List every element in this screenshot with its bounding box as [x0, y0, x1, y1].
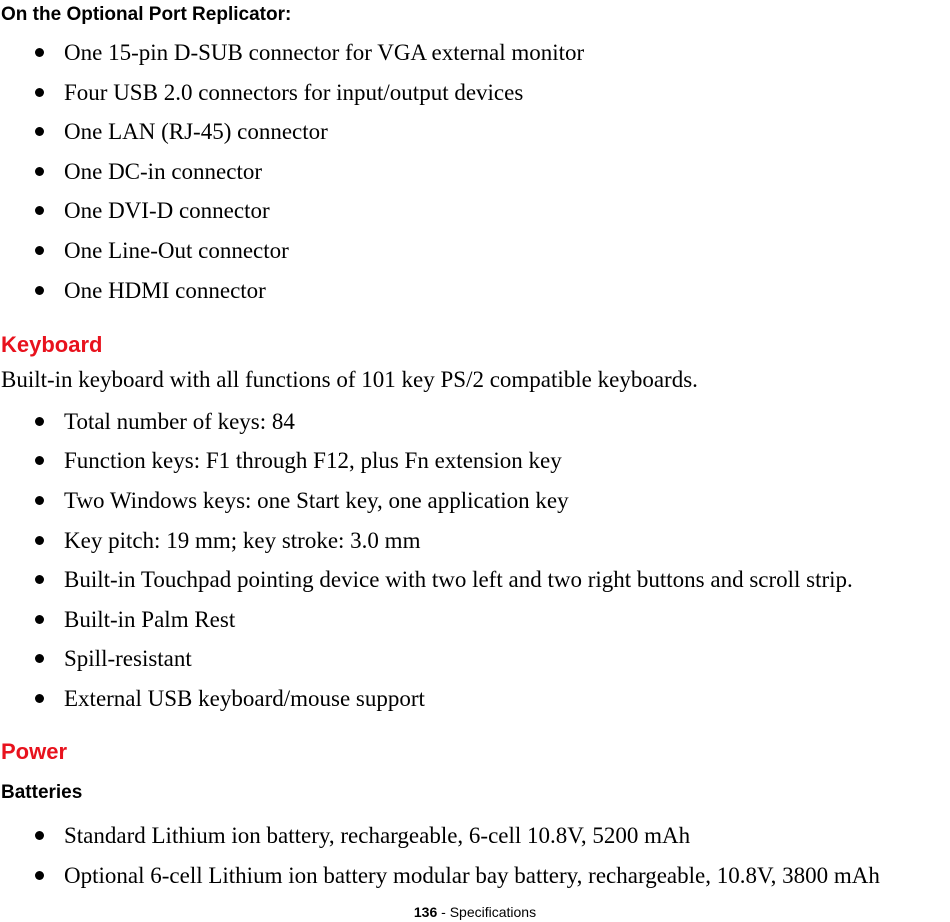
bullet-icon: [35, 575, 44, 584]
footer-separator: -: [437, 904, 450, 920]
list-item-text: Total number of keys: 84: [64, 409, 295, 434]
list-item-text: One DC-in connector: [64, 159, 262, 184]
bullet-icon: [35, 831, 44, 840]
batteries-heading: Batteries: [1, 782, 83, 803]
bullet-icon: [35, 48, 44, 57]
list-item-text: One HDMI connector: [64, 278, 266, 303]
list-item-text: Optional 6-cell Lithium ion battery modular bay battery, rechargeable, 10.8V, 3800 mAh: [64, 863, 880, 888]
footer-section-name: Specifications: [449, 904, 537, 920]
bullet-icon: [35, 167, 44, 176]
bullet-icon: [35, 871, 44, 880]
bullet-icon: [35, 417, 44, 426]
list-item-text: One Line-Out connector: [64, 238, 289, 263]
bullet-icon: [35, 88, 44, 97]
list-item-text: One LAN (RJ-45) connector: [64, 119, 328, 144]
bullet-icon: [35, 206, 44, 215]
list-item-text: One DVI-D connector: [64, 198, 270, 223]
power-section-title: Power: [1, 739, 68, 764]
bullet-icon: [35, 127, 44, 136]
bullet-icon: [35, 496, 44, 505]
list-item-text: Built-in Touchpad pointing device with two left and two right buttons and scroll strip.: [64, 567, 853, 592]
bullet-icon: [35, 694, 44, 703]
bullet-icon: [35, 456, 44, 465]
list-item-text: Function keys: F1 through F12, plus Fn extension key: [64, 448, 562, 473]
port-replicator-heading: On the Optional Port Replicator:: [1, 4, 292, 25]
list-item-text: One 15-pin D-SUB connector for VGA external monitor: [64, 40, 585, 65]
bullet-icon: [35, 654, 44, 663]
page-number: 136: [413, 904, 438, 920]
bullet-icon: [35, 246, 44, 255]
list-item-text: Spill-resistant: [64, 646, 192, 671]
page-footer: [0, 903, 950, 921]
bullet-icon: [35, 536, 44, 545]
bullet-icon: [35, 615, 44, 624]
keyboard-description: Built-in keyboard with all functions of 101 key PS/2 compatible keyboards.: [1, 367, 698, 392]
list-item-text: External USB keyboard/mouse support: [64, 686, 425, 711]
list-item-text: Two Windows keys: one Start key, one application key: [64, 488, 569, 513]
bullet-icon: [35, 286, 44, 295]
list-item-text: Four USB 2.0 connectors for input/output devices: [64, 80, 524, 105]
list-item-text: Standard Lithium ion battery, rechargeable, 6-cell 10.8V, 5200 mAh: [64, 823, 691, 848]
list-item-text: Built-in Palm Rest: [64, 607, 236, 632]
keyboard-section-title: Keyboard: [1, 332, 103, 357]
list-item-text: Key pitch: 19 mm; key stroke: 3.0 mm: [64, 528, 421, 553]
